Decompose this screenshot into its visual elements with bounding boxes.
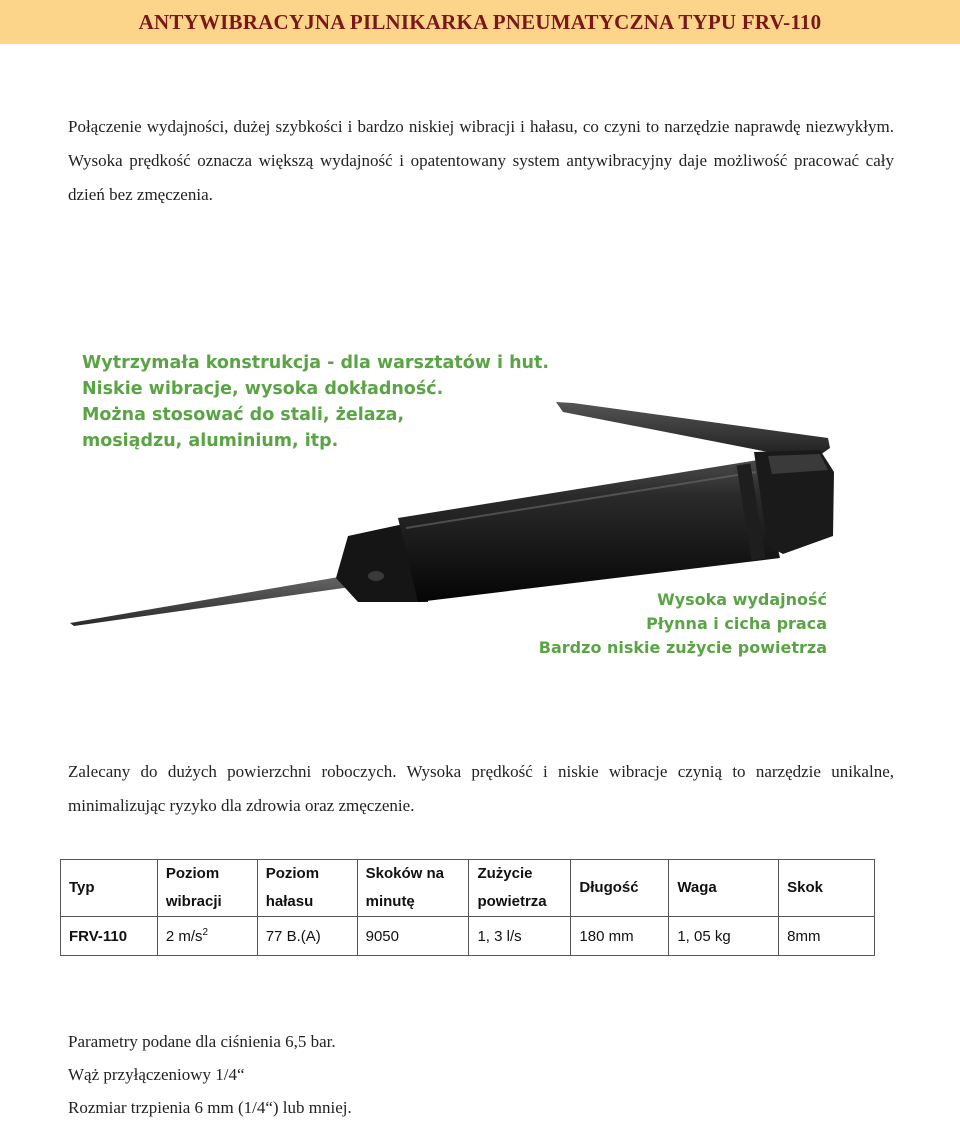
header-type: Typ <box>61 860 158 917</box>
spec-table <box>60 859 875 956</box>
feature-line: mosiądzu, aluminium, itp. <box>82 431 339 451</box>
notes-block <box>68 1025 352 1124</box>
header-noise: Poziom hałasu <box>257 860 357 917</box>
photo-features-left <box>82 350 549 454</box>
tool-body <box>398 460 780 602</box>
header-weight: Waga <box>669 860 779 917</box>
cell-air: 1, 3 l/s <box>469 917 571 956</box>
cell-vibration <box>157 917 257 956</box>
header-stroke: Skok <box>779 860 875 917</box>
note-line: Parametry podane dla ciśnienia 6,5 bar. <box>68 1032 336 1051</box>
vibration-value: 2 m/s <box>165 927 203 945</box>
usage-paragraph: Zalecany do dużych powierzchni roboczych. Wysoka prędkość i niskie wibracje czynią to narzędzie unikalne, minimalizując ryzyko dla zdrowia oraz zmęczenie. <box>68 762 894 815</box>
header-air: Zużycie powietrza <box>469 860 571 917</box>
table-header-row <box>61 860 875 917</box>
page-title: ANTYWIBRACYJNA PILNIKARKA PNEUMATYCZNA TYPU FRV-110 <box>138 9 822 34</box>
feature-line: Wytrzymała konstrukcja - dla warsztatów i hut. <box>82 353 550 373</box>
header-strokes: Skoków na minutę <box>357 860 469 917</box>
feature-line: Bardzo niskie zużycie powietrza <box>538 638 827 657</box>
vibration-exponent: 2 <box>202 926 209 938</box>
cell-stroke: 8mm <box>779 917 875 956</box>
product-photo <box>68 340 853 680</box>
feature-line: Wysoka wydajność <box>657 590 827 609</box>
feature-line: Płynna i cicha praca <box>646 614 827 633</box>
photo-features-right <box>539 588 827 660</box>
cell-strokes: 9050 <box>357 917 469 956</box>
feature-line: Niskie wibracje, wysoka dokładność. <box>82 379 444 399</box>
note-line: Rozmiar trzpienia 6 mm (1/4“) lub mniej. <box>68 1098 352 1117</box>
title-banner <box>0 0 960 44</box>
note-line: Wąż przyłączeniowy 1/4“ <box>68 1065 245 1084</box>
cell-weight: 1, 05 kg <box>669 917 779 956</box>
header-vibration: Poziom wibracji <box>157 860 257 917</box>
file-blade <box>70 572 372 626</box>
cell-length: 180 mm <box>571 917 669 956</box>
intro-paragraph: Połączenie wydajności, dużej szybkości i bardzo niskiej wibracji i hałasu, co czyni to narzędzie naprawdę niezwykłym. Wysoka prędkość oznacza większą wydajność i opatentowany system antywibracyjny daje możliwość pracować cały dzień bez zmęczenia. <box>68 117 894 204</box>
feature-line: Można stosować do stali, żelaza, <box>82 405 405 425</box>
table-row <box>61 917 875 956</box>
cell-noise: 77 B.(A) <box>257 917 357 956</box>
header-length: Długość <box>571 860 669 917</box>
cell-model: FRV-110 <box>61 917 158 956</box>
